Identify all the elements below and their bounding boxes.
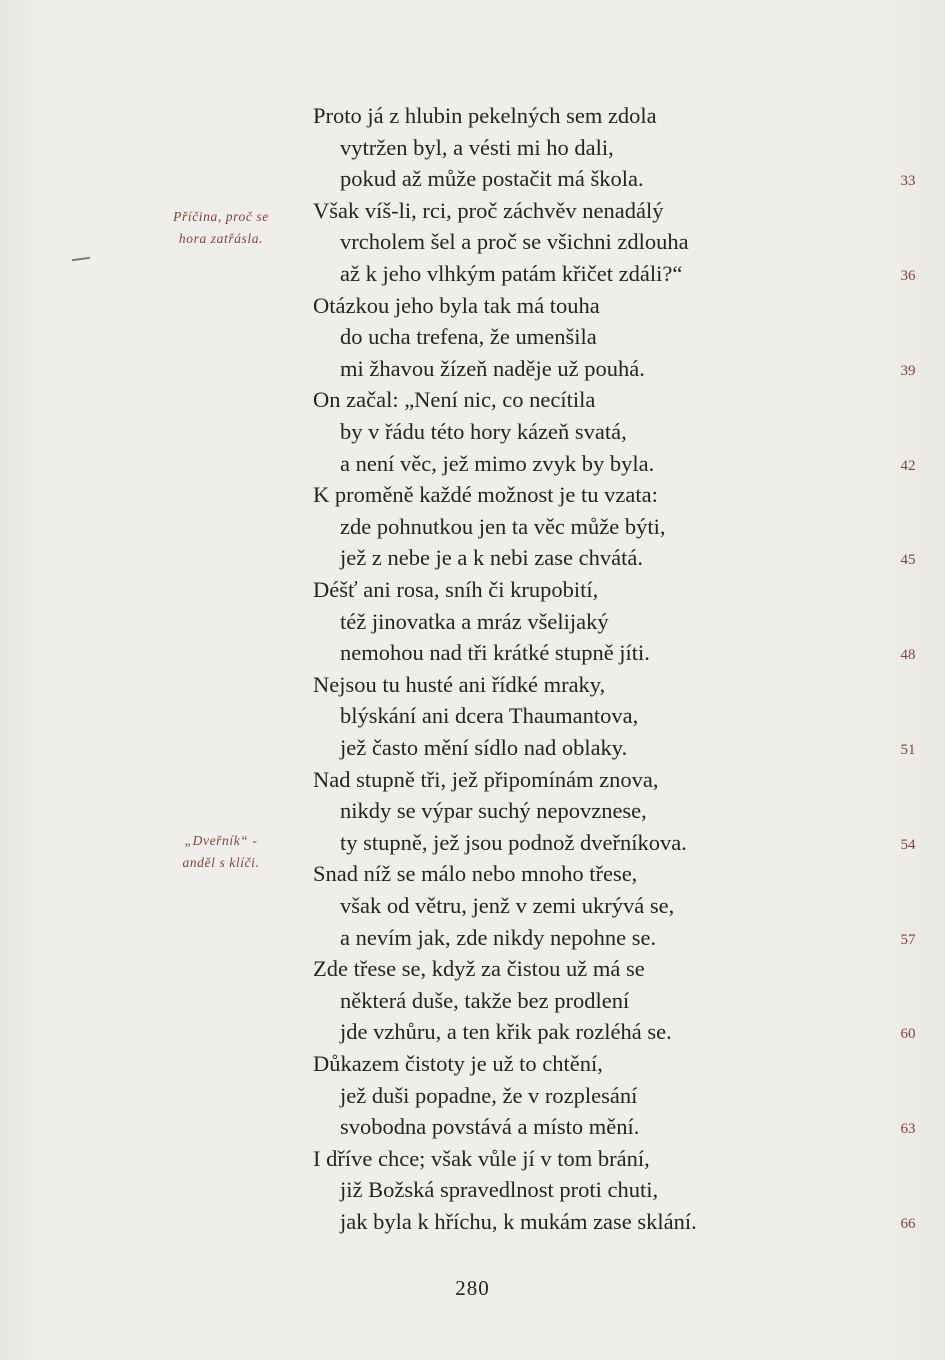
verse-line: Však víš-li, rci, proč záchvěv nenadálý xyxy=(313,197,664,223)
verse-line: jak byla k hříchu, k mukám zase sklání. xyxy=(340,1209,697,1234)
verse-line: až k jeho vlhkým patám křičet zdáli?“ xyxy=(340,261,683,286)
verse-line: některá duše, takže bez prodlení xyxy=(340,987,630,1013)
line-number: 60 xyxy=(900,1026,916,1043)
verse-line: jež často mění sídlo nad oblaky. xyxy=(340,735,628,760)
gloss-line: Příčina, proč se xyxy=(173,209,269,224)
verse-line: mi žhavou žízeň naděje už pouhá. xyxy=(340,355,645,381)
verse-line: též jinovatka a mráz všelijaký xyxy=(340,608,609,634)
verse-line: nemohou nad tři krátké stupně jíti. xyxy=(340,640,650,666)
verse-line: Déšť ani rosa, sníh či krupobití, xyxy=(313,577,599,602)
verse-line: jde vzhůru, a ten křik pak rozléhá se. xyxy=(340,1019,672,1045)
verse-line: pokud až může postačit má škola. xyxy=(340,166,644,192)
gloss-line: anděl s klíči. xyxy=(182,855,260,870)
verse-line: Nad stupně tři, jež připomínám znova, xyxy=(313,766,659,792)
line-number: 48 xyxy=(900,647,916,664)
page-number: 280 xyxy=(455,1276,490,1300)
verse-line: a není věc, jež mimo zvyk by byla. xyxy=(340,450,655,476)
verse-line: svobodna povstává a místo mění. xyxy=(340,1114,640,1140)
verse-line: vytržen byl, a vésti mi ho dali, xyxy=(340,134,614,160)
gloss-line: hora zatřásla. xyxy=(178,231,264,246)
line-number: 63 xyxy=(900,1121,916,1138)
verse-line: Otázkou jeho byla tak má touha xyxy=(313,292,600,318)
line-number: 66 xyxy=(900,1216,916,1232)
line-number: 42 xyxy=(900,457,916,474)
verse-line: do ucha trefena, že umenšila xyxy=(340,324,597,350)
verse-line: ty stupně, jež jsou podnož dveřníkova. xyxy=(340,829,687,855)
line-number: 54 xyxy=(900,836,916,853)
verse-line: však od větru, jenž v zemi ukrývá se, xyxy=(340,893,675,918)
verse-line: Zde třese se, když za čistou už má se xyxy=(313,956,645,982)
verse-line: již Božská spravedlnost proti chuti, xyxy=(340,1177,659,1203)
line-number: 36 xyxy=(900,268,916,284)
gloss-line: „Dveřník“ - xyxy=(184,833,258,848)
line-number: 51 xyxy=(900,742,916,758)
line-number: 39 xyxy=(900,362,916,379)
verse-line: jež z nebe je a k nebi zase chvátá. xyxy=(340,545,643,571)
line-number: 45 xyxy=(900,552,916,569)
pencil-mark xyxy=(72,257,90,261)
verse-line: I dříve chce; však vůle jí v tom brání, xyxy=(313,1145,650,1171)
verse-line: Proto já z hlubin pekelných sem zdola xyxy=(313,103,657,128)
verse-line: K proměně každé možnost je tu vzata: xyxy=(313,482,658,508)
verse-line: a nevím jak, zde nikdy nepohne se. xyxy=(340,924,657,950)
verse-line: zde pohnutkou jen ta věc může býti, xyxy=(340,513,666,539)
verse-line: On začal: „Není nic, co necítila xyxy=(313,387,596,413)
verse-line: nikdy se výpar suchý nepovznese, xyxy=(340,798,647,824)
verse-line: blýskání ani dcera Thaumantova, xyxy=(340,703,639,729)
margin-gloss xyxy=(146,830,296,874)
margin-gloss xyxy=(146,206,296,250)
line-number: 33 xyxy=(900,173,916,190)
verse-line: jež duši popadne, že v rozplesání xyxy=(340,1082,638,1108)
verse-line: vrcholem šel a proč se všichni zdlouha xyxy=(340,229,689,255)
verse-line: Snad níž se málo nebo mnoho třese, xyxy=(313,861,638,887)
line-number: 57 xyxy=(900,931,916,948)
verse-line: Důkazem čistoty je už to chtění, xyxy=(313,1051,603,1076)
verse-line: Nejsou tu husté ani řídké mraky, xyxy=(313,671,606,697)
verse-line: by v řádu této hory kázeň svatá, xyxy=(340,419,627,444)
